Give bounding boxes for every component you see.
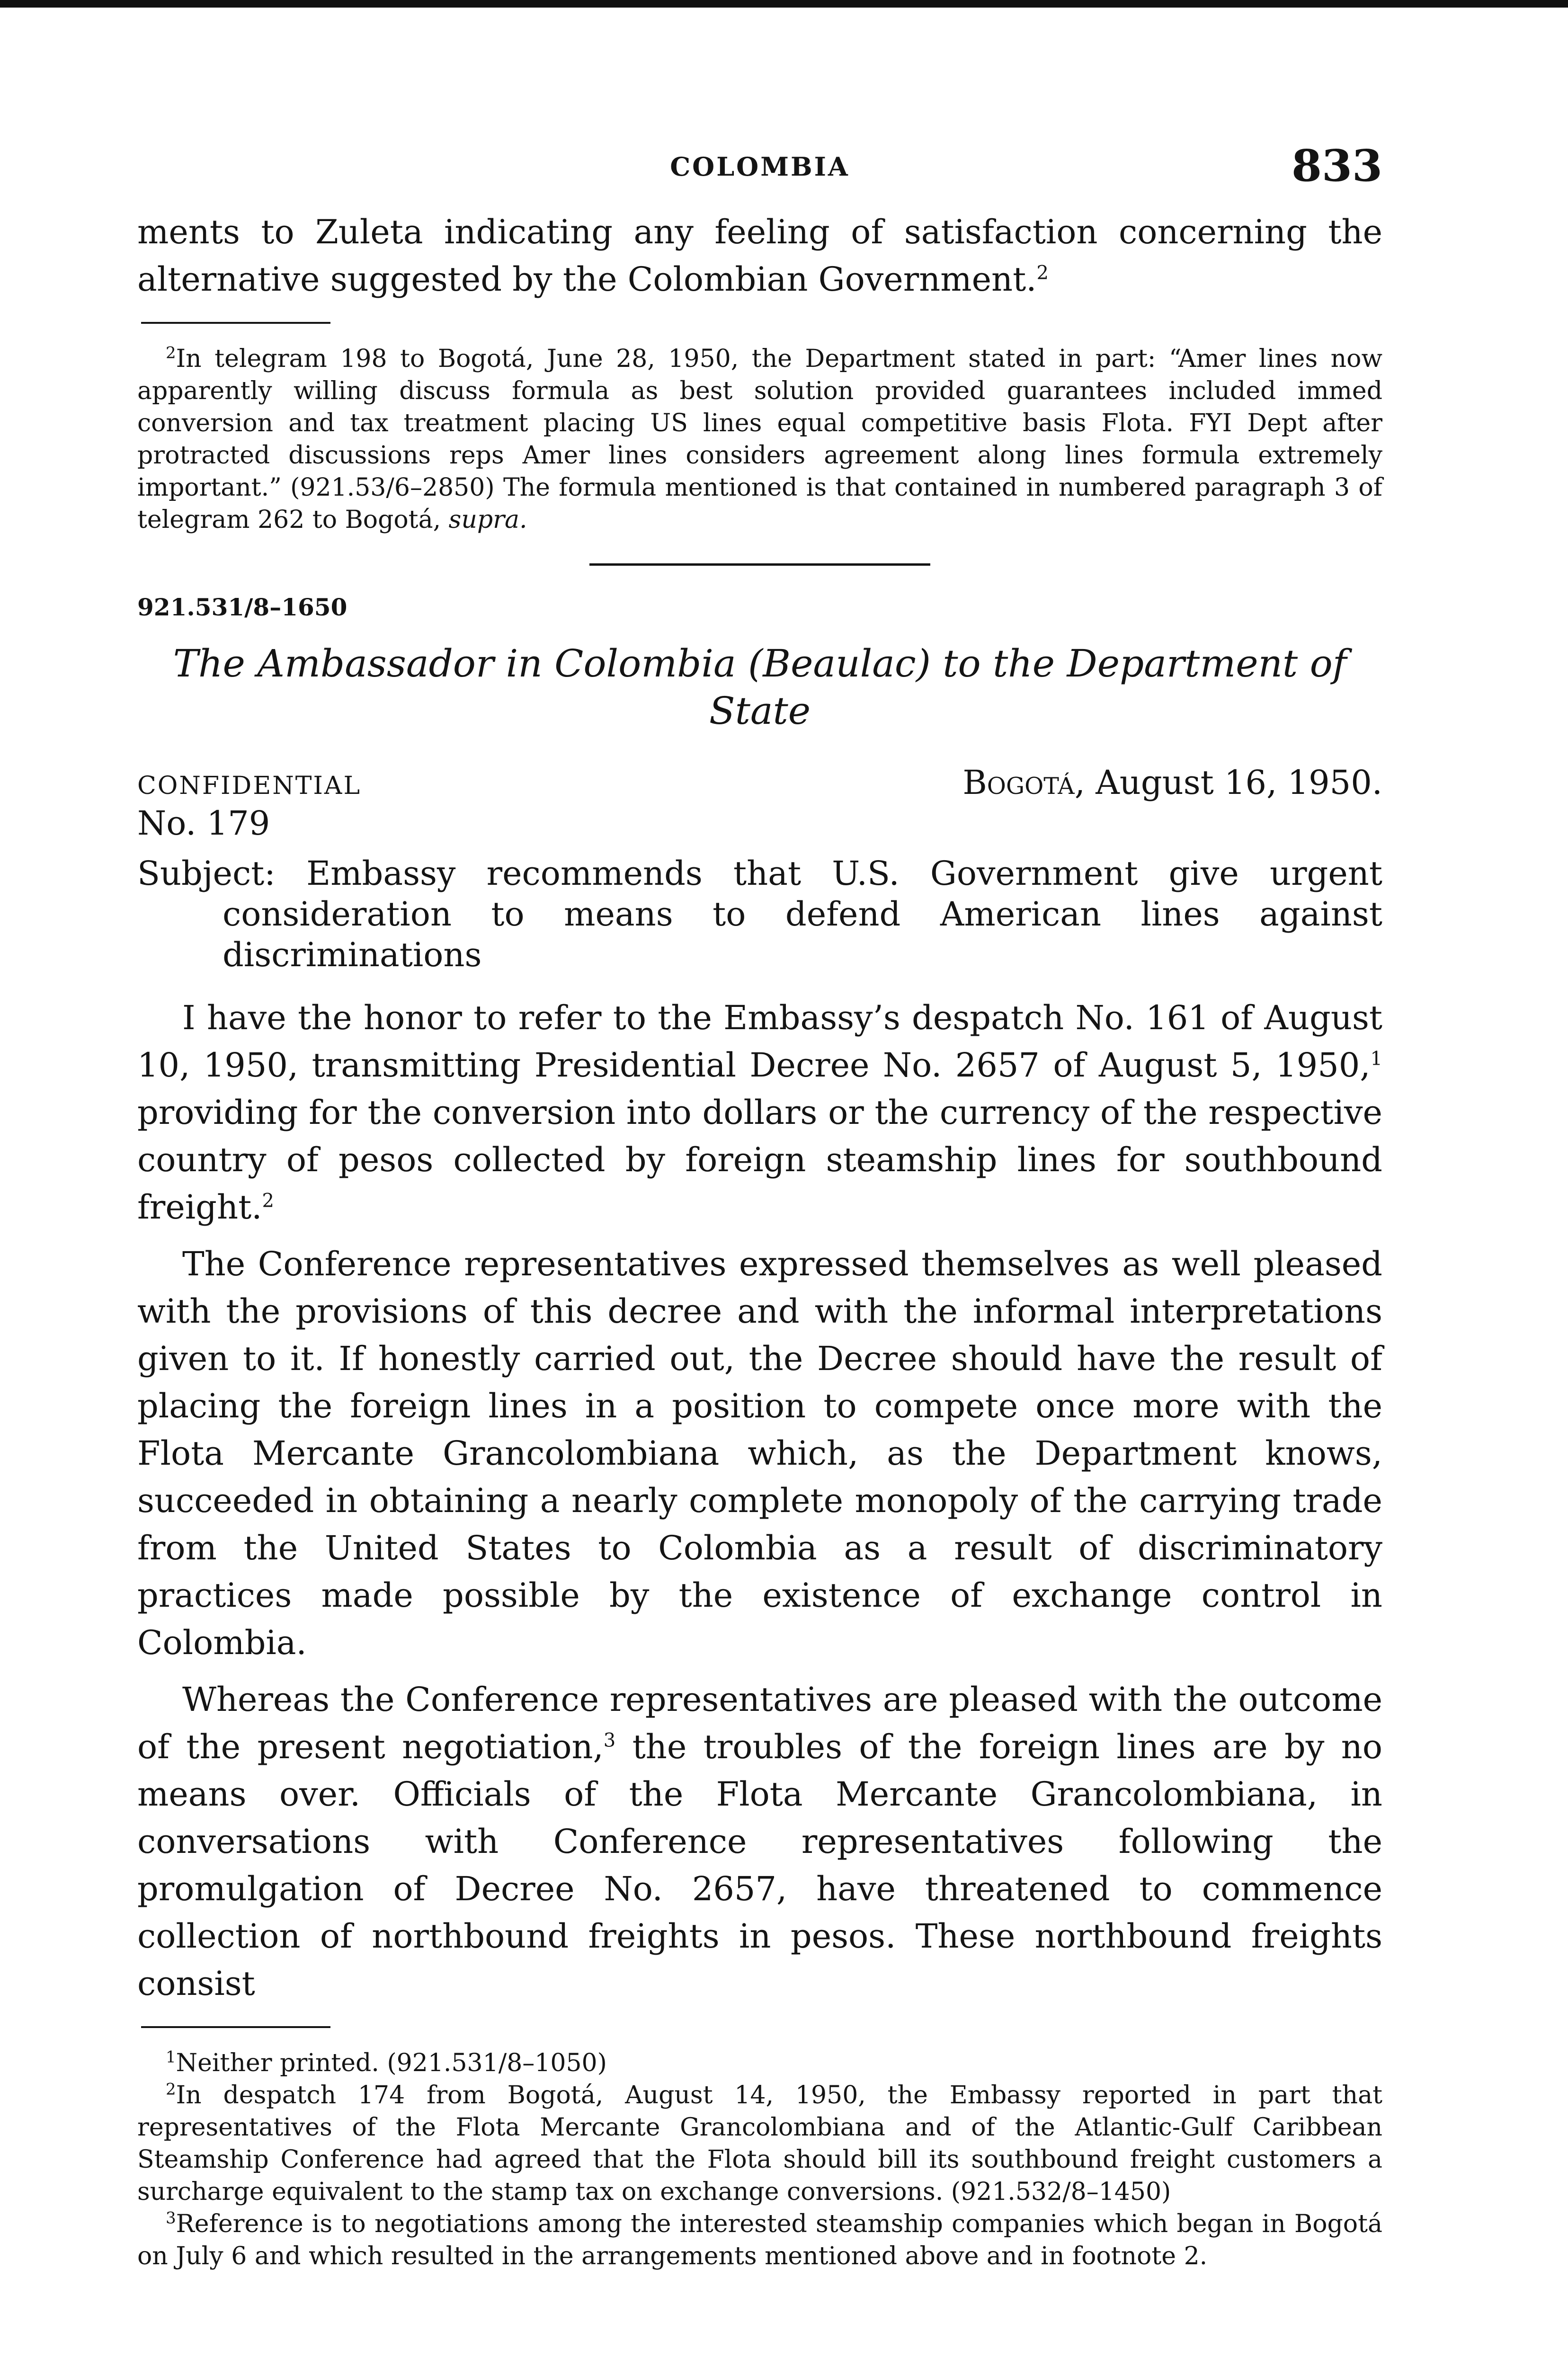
- subject-line: [137, 853, 1382, 975]
- file-number: 921.531/8–1650: [137, 593, 347, 621]
- paragraph-1-text-b: providing for the conversion into dollars or the currency of the respective country of pesos collected by foreign steamship lines for southbound freight.: [137, 1093, 1382, 1227]
- footnote-2-text: In despatch 174 from Bogotá, August 14, 1950, the Embassy reported in part that representatives of the Flota Mercante Grancolombiana and of the Atlantic-Gulf Caribbean Steamship Conference had agreed that the Flota should bill its southbound freight customers a surcharge equivalent to the stamp tax on exchange conversions. (921.532/8–1450): [137, 2081, 1382, 2206]
- footnote-mark: 2: [166, 343, 176, 363]
- footnote-3-text: Reference is to negotiations among the interested steamship companies which began in Bogotá on July 6 and which resulted in the arrangements mentioned above and in footnote 2.: [137, 2210, 1382, 2270]
- paragraph-3-text-a: Whereas the Conference representatives are pleased with the outcome of the present negotiation,: [137, 1680, 1382, 1766]
- subject-text: Embassy recommends that U.S. Government give urgent consideration to means to defend American lines against discriminations: [223, 854, 1382, 974]
- footnote-mark: 1: [166, 2047, 176, 2067]
- footnote-divider: [141, 2026, 330, 2028]
- page-top-edge: [0, 0, 1568, 8]
- paragraph-3-text-b: the troubles of the foreign lines are by no means over. Officials of the Flota Mercante Grancolombiana, in conversations with Conference representatives following the promulgation of Decree No. 2657, have threatened to commence collection of northbound freights in pesos. These northbound freights consist: [137, 1727, 1382, 2003]
- footnote-3: [137, 2208, 1382, 2272]
- page-number: 833: [1291, 140, 1382, 191]
- date: , August 16, 1950.: [1074, 763, 1382, 802]
- footnote-2: [137, 2079, 1382, 2208]
- subject-label: Subject:: [137, 854, 276, 893]
- footnote-ref: 2: [1036, 262, 1049, 284]
- running-title: COLOMBIA: [670, 151, 850, 182]
- document-page: [137, 137, 1382, 2272]
- section-divider: [589, 563, 930, 566]
- footnote-1-text: Neither printed. (921.531/8–1050): [176, 2049, 607, 2077]
- footnote-divider: [141, 322, 330, 324]
- continuation-paragraph: [137, 208, 1382, 303]
- paragraph-3: [137, 1676, 1382, 2007]
- footnote-mark: 3: [166, 2208, 176, 2228]
- spacer: [137, 1666, 1382, 1676]
- footnote-ref: 2: [262, 1190, 274, 1212]
- place-date: [962, 763, 1382, 802]
- spacer: [137, 1231, 1382, 1240]
- place: Bogotá: [962, 763, 1075, 802]
- classification: CONFIDENTIAL: [137, 772, 361, 800]
- footnote-ref: 1: [1370, 1048, 1382, 1070]
- footnote-ref: 3: [603, 1729, 616, 1752]
- running-head: [137, 137, 1382, 208]
- continuation-text: ments to Zuleta indicating any feeling of satisfaction concerning the alternative suggested by the Colombian Government.: [137, 213, 1382, 299]
- paragraph-1: [137, 994, 1382, 1231]
- top-footnote-text: In telegram 198 to Bogotá, June 28, 1950, the Department stated in part: “Amer lines now apparently willing discuss formula as best solution provided guarantees included immed conversion and tax treatment placing US lines equal competitive basis Flota. FYI Dept after protracted discussions reps Amer lines considers agreement along lines formula extremely important.” (921.53/6–2850) The formula mentioned is that contained in numbered paragraph 3 of telegram 262 to Bogotá,: [137, 345, 1382, 534]
- top-footnote-supra: supra.: [448, 506, 527, 534]
- dateline: [137, 763, 1382, 802]
- top-footnote: [137, 343, 1382, 536]
- footnote-1: [137, 2047, 1382, 2079]
- document-title: The Ambassador in Colombia (Beaulac) to the Department of State: [173, 641, 1347, 733]
- paragraph-1-text-a: I have the honor to refer to the Embassy’s despatch No. 161 of August 10, 1950, transmitting Presidential Decree No. 2657 of August 5, 1950,: [137, 998, 1382, 1085]
- paragraph-2: The Conference representatives expressed themselves as well pleased with the provisions of this decree and with the informal interpretations given to it. If honestly carried out, the Decree should have the result of placing the foreign lines in a position to compete once more with the Flota Mercante Grancolombiana which, as the Department knows, succeeded in obtaining a nearly complete monopoly of the carrying trade from the United States to Colombia as a result of discriminatory practices made possible by the existence of exchange control in Colombia.: [137, 1245, 1382, 1662]
- footnote-mark: 2: [166, 2080, 176, 2099]
- document-number: No. 179: [137, 804, 270, 843]
